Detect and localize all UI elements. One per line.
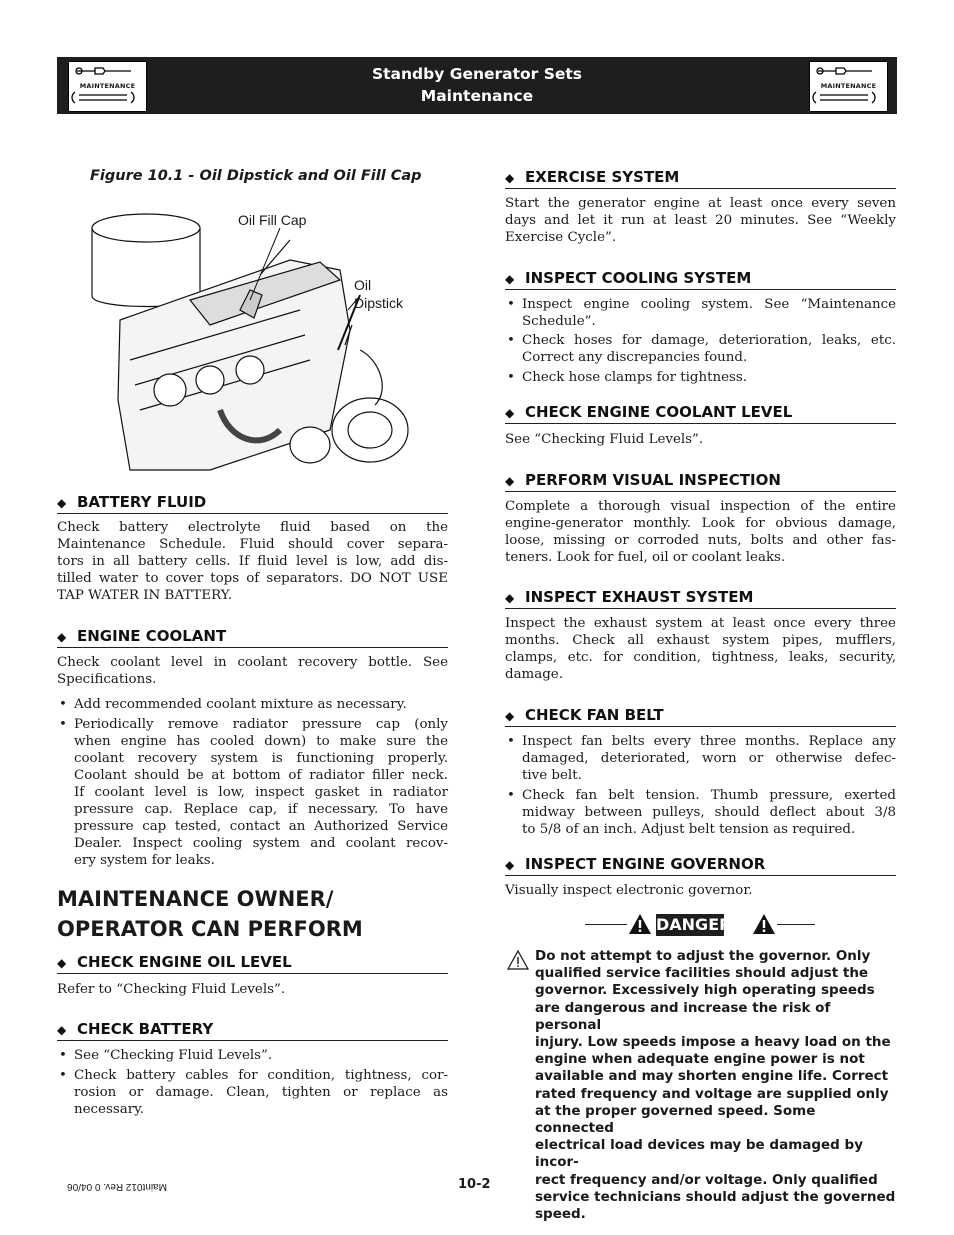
- danger-banner: [585, 912, 815, 938]
- danger-label: DANGER: [656, 915, 732, 934]
- section-inspect-cooling-system: ◆ INSPECT COOLING SYSTEM: [505, 269, 896, 290]
- list-item: • See “Checking Fluid Levels”.: [59, 1048, 273, 1063]
- warning-triangle-icon: [628, 913, 652, 935]
- list-item: • Inspect engine cooling system. See “Maintenance Schedule”.: [507, 297, 896, 329]
- engine-coolant-intro: Check coolant level in coolant recovery bottle. See Specifications.: [57, 655, 448, 687]
- figure-caption: Figure 10.1 - Oil Dipstick and Oil Fill Cap: [90, 168, 422, 184]
- section-check-fan-belt: ◆ CHECK FAN BELT: [505, 706, 896, 727]
- warning-outline-icon: [507, 950, 529, 970]
- list-item: • Check hoses for damage, deterioration, leaks, etc. Correct any discrepancies found.: [507, 333, 896, 365]
- section-check-engine-coolant-level: ◆ CHECK ENGINE COOLANT LEVEL: [505, 403, 896, 424]
- maintenance-badge-right: [809, 61, 888, 112]
- section-battery-fluid: ◆ BATTERY FLUID: [57, 493, 448, 514]
- exercise-text: Start the generator engine at least once every seven days and let it run at least 20 minutes. See “Weekly Exercise Cycle”.: [505, 196, 896, 245]
- label-oil-fill-cap: Oil Fill Cap: [238, 212, 307, 228]
- battery-fluid-text: Check battery electrolyte fluid based on the Maintenance Schedule. Fluid should cover separa- tors in all battery cells. If fluid level is low, add dis- tilled water to cover tops of separators. DO NOT USE TAP WATER IN BATTERY.: [57, 520, 448, 603]
- section-check-battery: ◆ CHECK BATTERY: [57, 1020, 448, 1041]
- header-title-line2: Maintenance: [420, 87, 534, 105]
- divider: [777, 924, 815, 925]
- list-item: • Check battery cables for condition, tightness, cor- rosion or damage. Clean, tighten or replace as necessary.: [59, 1068, 448, 1117]
- divider: [585, 924, 627, 925]
- list-item: • Inspect fan belts every three months. Replace any damaged, deteriorated, worn or otherwise defec- tive belt.: [507, 734, 896, 783]
- warning-triangle-icon: [752, 913, 776, 935]
- header-title: [57, 63, 897, 107]
- badge-label: MAINTENANCE: [79, 82, 136, 90]
- section-engine-coolant: ◆ ENGINE COOLANT: [57, 627, 448, 648]
- section-inspect-engine-governor: ◆ INSPECT ENGINE GOVERNOR: [505, 855, 896, 876]
- visual-inspection-text: Complete a thorough visual inspection of the entire engine-generator monthly. Look for obvious damage, loose, missing or corroded nuts, bolts and other fas- teners. Look for fuel, oil or coolant leaks.: [505, 499, 896, 565]
- label-oil-dipstick-line1: Oil: [354, 277, 372, 293]
- section-heading-owner-operator: MAINTENANCE OWNER/ OPERATOR CAN PERFORM: [57, 887, 363, 941]
- document-code: Maint012 Rev. 0 04/06: [67, 1181, 167, 1192]
- section-exercise-system: ◆ EXERCISE SYSTEM: [505, 168, 896, 189]
- page-number: 10-2: [458, 1177, 491, 1192]
- list-item: • Periodically remove radiator pressure cap (only when engine has cooled down) to make sure the coolant recovery system is functioning properly. Coolant should be at bottom of radiator filler neck. If coolant level is low, inspect gasket in radiator pressure cap. Replace cap, if necessary. To have pressure cap tested, contact an Authorized Service Dealer. Inspect cooling system and coolant recov- ery system for leaks.: [59, 717, 448, 868]
- section-inspect-exhaust-system: ◆ INSPECT EXHAUST SYSTEM: [505, 588, 896, 609]
- list-item: • Check hose clamps for tightness.: [507, 370, 748, 385]
- governor-text: Visually inspect electronic governor.: [505, 883, 753, 898]
- list-item: • Add recommended coolant mixture as necessary.: [59, 697, 407, 712]
- page-header: [57, 57, 897, 114]
- label-oil-dipstick-line2: Dipstick: [354, 295, 404, 311]
- engine-illustration: [90, 200, 420, 472]
- danger-warning-text: Do not attempt to adjust the governor. Only qualified service facilities should adjust the governor. Excessively high operating speeds are dangerous and increase the risk of personal injury. Low speeds impose a heavy load on the engine when adequate engine power is not available and may shorten engine life. Correct rated frequency and voltage are supplied only at the proper governed speed. Some connected electrical load devices may be damaged by incor- rect frequency and/or voltage. Only qualified service technicians should adjust the governed speed.: [535, 948, 896, 1223]
- header-title-line1: Standby Generator Sets: [371, 65, 583, 83]
- check-oil-text: Refer to “Checking Fluid Levels”.: [57, 982, 286, 997]
- badge-label: MAINTENANCE: [820, 82, 877, 90]
- exhaust-text: Inspect the exhaust system at least once every three months. Check all exhaust system pipes, mufflers, clamps, etc. for condition, tightness, leaks, security, damage.: [505, 616, 896, 682]
- section-perform-visual-inspection: ◆ PERFORM VISUAL INSPECTION: [505, 471, 896, 492]
- section-check-engine-oil-level: ◆ CHECK ENGINE OIL LEVEL: [57, 953, 448, 974]
- list-item: • Check fan belt tension. Thumb pressure, exerted midway between pulleys, should deflect about 3/8 to 5/8 of an inch. Adjust belt tension as required.: [507, 788, 896, 837]
- coolant-level-text: See “Checking Fluid Levels”.: [505, 432, 704, 447]
